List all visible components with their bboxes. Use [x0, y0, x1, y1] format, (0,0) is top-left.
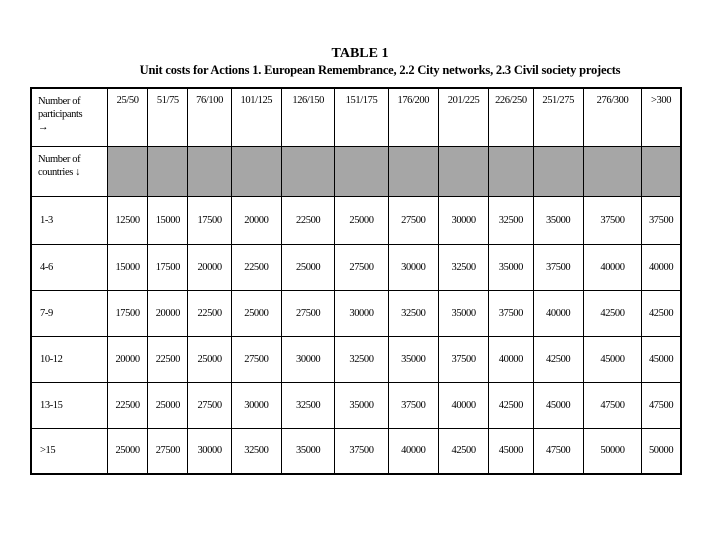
shaded-cell [188, 146, 231, 196]
shaded-cell [335, 146, 388, 196]
shaded-cell [583, 146, 641, 196]
country-range-label: 1-3 [31, 196, 107, 244]
unit-cost-cell: 27500 [148, 428, 188, 474]
unit-cost-cell: 37500 [583, 196, 641, 244]
country-range-label: 7-9 [31, 290, 107, 336]
unit-cost-cell: 37500 [335, 428, 388, 474]
unit-cost-cell: 35000 [335, 382, 388, 428]
participants-range-header: 101/125 [231, 88, 281, 146]
unit-cost-cell: 17500 [188, 196, 231, 244]
shaded-cell [642, 146, 681, 196]
table-row [31, 196, 681, 244]
unit-cost-cell: 40000 [533, 290, 583, 336]
unit-cost-cell: 27500 [388, 196, 438, 244]
unit-cost-cell: 25000 [107, 428, 147, 474]
unit-cost-cell: 35000 [438, 290, 488, 336]
shaded-cell [388, 146, 438, 196]
unit-cost-cell: 45000 [642, 336, 681, 382]
unit-cost-cell: 30000 [335, 290, 388, 336]
unit-cost-cell: 17500 [148, 244, 188, 290]
unit-cost-cell: 47500 [642, 382, 681, 428]
unit-cost-cell: 32500 [231, 428, 281, 474]
unit-cost-cell: 25000 [188, 336, 231, 382]
participants-range-header: 76/100 [188, 88, 231, 146]
unit-cost-cell: 47500 [533, 428, 583, 474]
unit-cost-cell: 45000 [489, 428, 533, 474]
table-row [31, 244, 681, 290]
unit-cost-cell: 42500 [489, 382, 533, 428]
unit-cost-cell: 20000 [107, 336, 147, 382]
right-arrow-icon: → [38, 122, 49, 133]
unit-cost-cell: 22500 [282, 196, 335, 244]
participants-range-header: 126/150 [282, 88, 335, 146]
unit-cost-cell: 22500 [188, 290, 231, 336]
shaded-cell [438, 146, 488, 196]
unit-cost-cell: 30000 [388, 244, 438, 290]
unit-cost-cell: 40000 [438, 382, 488, 428]
unit-cost-cell: 37500 [489, 290, 533, 336]
unit-cost-cell: 32500 [438, 244, 488, 290]
unit-cost-cell: 25000 [231, 290, 281, 336]
unit-cost-cell: 22500 [231, 244, 281, 290]
unit-cost-cell: 42500 [642, 290, 681, 336]
shaded-cell [148, 146, 188, 196]
unit-cost-cell: 32500 [489, 196, 533, 244]
unit-cost-cell: 27500 [335, 244, 388, 290]
table-row [31, 382, 681, 428]
unit-cost-cell: 37500 [533, 244, 583, 290]
participants-range-header: 251/275 [533, 88, 583, 146]
participants-range-header: 226/250 [489, 88, 533, 146]
unit-cost-cell: 25000 [282, 244, 335, 290]
unit-cost-cell: 30000 [282, 336, 335, 382]
unit-cost-cell: 47500 [583, 382, 641, 428]
unit-cost-cell: 22500 [148, 336, 188, 382]
unit-cost-cell: 37500 [642, 196, 681, 244]
shaded-cell [231, 146, 281, 196]
unit-cost-cell: 22500 [107, 382, 147, 428]
unit-cost-cell: 40000 [489, 336, 533, 382]
unit-cost-cell: 20000 [188, 244, 231, 290]
unit-cost-cell: 25000 [335, 196, 388, 244]
countries-label-line1: Number of [38, 153, 81, 165]
unit-cost-cell: 15000 [148, 196, 188, 244]
table-row [31, 290, 681, 336]
unit-cost-cell: 35000 [388, 336, 438, 382]
table-title: TABLE 1 [331, 46, 389, 61]
unit-cost-cell: 50000 [583, 428, 641, 474]
unit-cost-cell: 37500 [438, 336, 488, 382]
participants-range-header: 176/200 [388, 88, 438, 146]
unit-cost-cell: 30000 [231, 382, 281, 428]
unit-cost-cell: 20000 [148, 290, 188, 336]
unit-cost-cell: 42500 [583, 290, 641, 336]
unit-cost-table [30, 87, 682, 475]
participants-range-header: 276/300 [583, 88, 641, 146]
unit-cost-cell: 32500 [388, 290, 438, 336]
shaded-cell [533, 146, 583, 196]
table-row [31, 336, 681, 382]
unit-cost-cell: 27500 [231, 336, 281, 382]
shaded-cell [282, 146, 335, 196]
country-range-label: 4-6 [31, 244, 107, 290]
country-range-label: >15 [31, 428, 107, 474]
unit-cost-cell: 20000 [231, 196, 281, 244]
unit-cost-cell: 17500 [107, 290, 147, 336]
unit-cost-cell: 40000 [388, 428, 438, 474]
unit-cost-cell: 45000 [533, 382, 583, 428]
participants-range-header: 151/175 [335, 88, 388, 146]
unit-cost-cell: 35000 [489, 244, 533, 290]
countries-header-cell [31, 146, 107, 196]
participants-range-header: 25/50 [107, 88, 147, 146]
shaded-cell [489, 146, 533, 196]
participants-range-header: 51/75 [148, 88, 188, 146]
participants-range-header: 201/225 [438, 88, 488, 146]
unit-cost-cell: 40000 [642, 244, 681, 290]
unit-cost-cell: 30000 [438, 196, 488, 244]
participants-header-cell [31, 88, 107, 146]
unit-cost-cell: 42500 [438, 428, 488, 474]
countries-label-line2: countries ↓ [38, 166, 80, 178]
country-range-label: 13-15 [31, 382, 107, 428]
unit-cost-cell: 45000 [583, 336, 641, 382]
countries-header-row [31, 146, 681, 196]
unit-cost-cell: 15000 [107, 244, 147, 290]
unit-cost-cell: 27500 [282, 290, 335, 336]
unit-cost-cell: 32500 [282, 382, 335, 428]
unit-cost-cell: 35000 [282, 428, 335, 474]
unit-cost-cell: 35000 [533, 196, 583, 244]
participants-header-row [31, 88, 681, 146]
participants-range-header: >300 [642, 88, 681, 146]
participants-label-line2: participants [38, 109, 83, 120]
table-row [31, 428, 681, 474]
participants-label-line1: Number of [38, 96, 81, 107]
table-subtitle: Unit costs for Actions 1. European Remembrance, 2.2 City networks, 2.3 Civil society projects [139, 63, 621, 77]
shaded-cell [107, 146, 147, 196]
unit-cost-cell: 12500 [107, 196, 147, 244]
unit-cost-cell: 27500 [188, 382, 231, 428]
unit-cost-cell: 25000 [148, 382, 188, 428]
unit-cost-cell: 40000 [583, 244, 641, 290]
unit-cost-cell: 32500 [335, 336, 388, 382]
unit-cost-cell: 30000 [188, 428, 231, 474]
country-range-label: 10-12 [31, 336, 107, 382]
unit-cost-cell: 42500 [533, 336, 583, 382]
unit-cost-cell: 37500 [388, 382, 438, 428]
unit-cost-cell: 50000 [642, 428, 681, 474]
